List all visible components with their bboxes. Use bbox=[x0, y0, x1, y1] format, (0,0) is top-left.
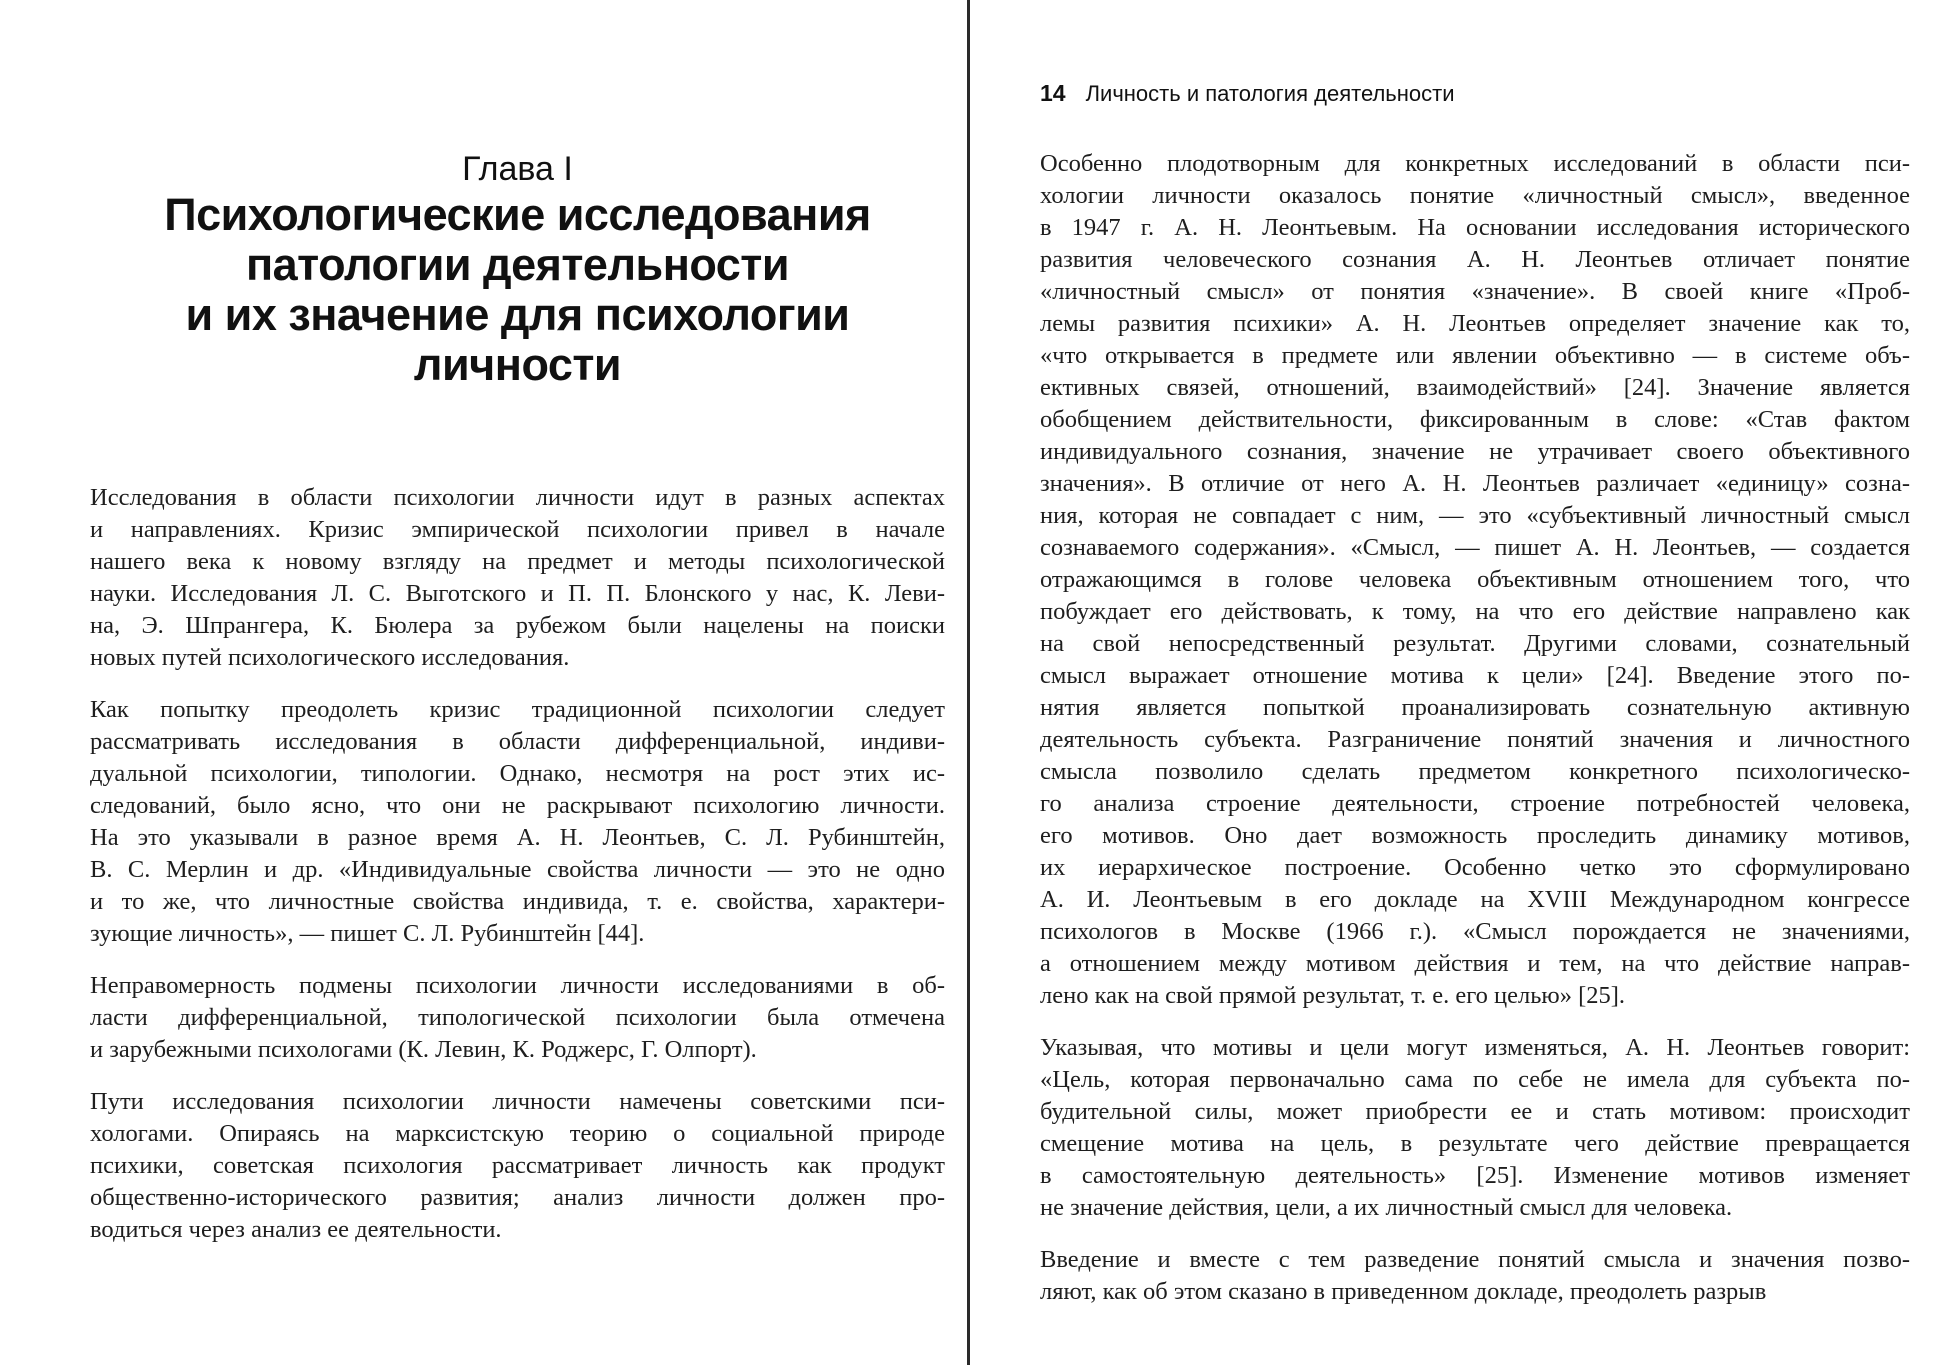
text-line: На это указывали в разное время А. Н. Леонтьев, С. Л. Рубинштейн, bbox=[90, 824, 945, 851]
page-number: 14 bbox=[1040, 80, 1066, 106]
paragraph bbox=[1040, 1244, 1910, 1308]
text-line: его мотивов. Оно дает возможность проследить динамику мотивов, bbox=[1040, 822, 1910, 849]
left-page bbox=[90, 0, 945, 1365]
text-line: нятия является попыткой проанализировать сознательную активную bbox=[1040, 694, 1910, 721]
text-line: Пути исследования психологии личности намечены советскими пси- bbox=[90, 1088, 945, 1115]
chapter-title: Психологические исследования патологии деятельности и их значение для психологии личности bbox=[164, 189, 871, 390]
text-line: ективных связей, отношений, взаимодействий» [24]. Значение является bbox=[1040, 374, 1910, 401]
page-gutter-divider bbox=[967, 0, 970, 1365]
text-line: рассматривать исследования в области дифференциальной, индиви- bbox=[90, 728, 945, 755]
text-line: и направлениях. Кризис эмпирической психологии привел в начале bbox=[90, 516, 945, 543]
text-line: «личностный смысл» от понятия «значение». В своей книге «Проб- bbox=[1040, 278, 1910, 305]
text-line: в самостоятельную деятельность» [25]. Изменение мотивов изменяет bbox=[1040, 1162, 1910, 1189]
text-line: ляют, как об этом сказано в приведенном докладе, преодолеть разрыв bbox=[1040, 1278, 1767, 1305]
running-head-title: Личность и патология деятельности bbox=[1085, 81, 1455, 106]
text-line: Исследования в области психологии личности идут в разных аспектах bbox=[90, 484, 945, 511]
text-line: а отношением между мотивом действия и тем, на что действие направ- bbox=[1040, 950, 1910, 977]
text-line: водиться через анализ ее деятельности. bbox=[90, 1216, 502, 1243]
text-line: в 1947 г. А. Н. Леонтьевым. На основании исследования исторического bbox=[1040, 214, 1910, 241]
text-line: нашего века к новому взгляду на предмет и методы психологической bbox=[90, 548, 945, 575]
text-line: лемы развития психики» А. Н. Леонтьев определяет значение как то, bbox=[1040, 310, 1910, 337]
text-line: на, Э. Шпрангера, К. Бюлера за рубежом были нацелены на поиски bbox=[90, 612, 945, 639]
text-line: ласти дифференциальной, типологической психологии была отмечена bbox=[90, 1004, 945, 1031]
text-line: зующие личность», — пишет С. Л. Рубинштейн [44]. bbox=[90, 920, 645, 947]
text-line: отражающимся в голове человека объективным отношением того, что bbox=[1040, 566, 1910, 593]
text-line: Как попытку преодолеть кризис традиционной психологии следует bbox=[90, 696, 945, 723]
text-line: психологов в Москве (1966 г.). «Смысл порождается не значениями, bbox=[1040, 918, 1910, 945]
text-line: Введение и вместе с тем разведение понятий смысла и значения позво- bbox=[1040, 1246, 1910, 1273]
text-line: дуальной психологии, типологии. Однако, несмотря на рост этих ис- bbox=[90, 760, 945, 787]
text-line: го анализа строение деятельности, строение потребностей человека, bbox=[1040, 790, 1910, 817]
text-line: лено как на свой прямой результат, т. е. его целью» [25]. bbox=[1040, 982, 1626, 1009]
text-line: смещение мотива на цель, в результате чего действие превращается bbox=[1040, 1130, 1910, 1157]
text-line: ния, которая не совпадает с ним, — это «субъективный личностный смысл bbox=[1040, 502, 1910, 529]
text-line: следований, было ясно, что они не раскрывают психологию личности. bbox=[90, 792, 945, 819]
text-line: деятельность субъекта. Разграничение понятий значения и личностного bbox=[1040, 726, 1910, 753]
running-head bbox=[1040, 80, 1912, 107]
text-line: будительной силы, может приобрести ее и стать мотивом: происходит bbox=[1040, 1098, 1910, 1125]
text-line: А. И. Леонтьевым в его докладе на XVIII Международном конгрессе bbox=[1040, 886, 1910, 913]
text-line: не значение действия, цели, а их личностный смысл для человека. bbox=[1040, 1194, 1733, 1221]
text-line: обобщением действительности, фиксированным в слове: «Став фактом bbox=[1040, 406, 1910, 433]
text-line: значения». В отличие от него А. Н. Леонтьев различает «единицу» созна- bbox=[1040, 470, 1910, 497]
right-page-body bbox=[1040, 148, 1910, 1328]
text-line: развития человеческого сознания А. Н. Леонтьев отличает понятие bbox=[1040, 246, 1910, 273]
chapter-label: Глава I bbox=[462, 150, 573, 188]
text-line: на свой непосредственный результат. Другими словами, сознательный bbox=[1040, 630, 1910, 657]
text-line: Особенно плодотворным для конкретных исследований в области пси- bbox=[1040, 150, 1910, 177]
chapter-heading bbox=[90, 148, 945, 390]
text-line: побуждает его действовать, к тому, на что его действие направлено как bbox=[1040, 598, 1910, 625]
paragraph bbox=[1040, 148, 1910, 1012]
right-page bbox=[1040, 0, 1912, 1365]
text-line: и то же, что личностные свойства индивида, т. е. свойства, характери- bbox=[90, 888, 945, 915]
text-line: новых путей психологического исследования. bbox=[90, 644, 570, 671]
paragraph bbox=[90, 694, 945, 950]
text-line: психики, советская психология рассматривает личность как продукт bbox=[90, 1152, 945, 1179]
text-line: науки. Исследования Л. С. Выготского и П. П. Блонского у нас, К. Леви- bbox=[90, 580, 945, 607]
text-line: смысла позволило сделать предметом конкретного психологическо- bbox=[1040, 758, 1910, 785]
text-line: «что открывается в предмете или явлении объективно — в системе объ- bbox=[1040, 342, 1910, 369]
text-line: хологии личности оказалось понятие «личностный смысл», введенное bbox=[1040, 182, 1910, 209]
text-line: «Цель, которая первоначально сама по себе не имела для субъекта по- bbox=[1040, 1066, 1910, 1093]
text-line: сознаваемого содержания». «Смысл, — пишет А. Н. Леонтьев, — создается bbox=[1040, 534, 1910, 561]
text-line: смысл выражает отношение мотива к цели» [24]. Введение этого по- bbox=[1040, 662, 1910, 689]
paragraph bbox=[90, 482, 945, 674]
left-page-body bbox=[90, 482, 945, 1266]
text-line: общественно-исторического развития; анализ личности должен про- bbox=[90, 1184, 945, 1211]
paragraph bbox=[90, 970, 945, 1066]
text-line: хологами. Опираясь на марксистскую теорию о социальной природе bbox=[90, 1120, 945, 1147]
paragraph bbox=[90, 1086, 945, 1246]
text-line: В. С. Мерлин и др. «Индивидуальные свойства личности — это не одно bbox=[90, 856, 945, 883]
paragraph bbox=[1040, 1032, 1910, 1224]
text-line: Неправомерность подмены психологии личности исследованиями в об- bbox=[90, 972, 945, 999]
text-line: Указывая, что мотивы и цели могут изменяться, А. Н. Леонтьев говорит: bbox=[1040, 1034, 1910, 1061]
text-line: и зарубежными психологами (К. Левин, К. Роджерс, Г. Олпорт). bbox=[90, 1036, 757, 1063]
text-line: индивидуального сознания, значение не утрачивает своего объективного bbox=[1040, 438, 1910, 465]
text-line: их иерархическое построение. Особенно четко это сформулировано bbox=[1040, 854, 1910, 881]
